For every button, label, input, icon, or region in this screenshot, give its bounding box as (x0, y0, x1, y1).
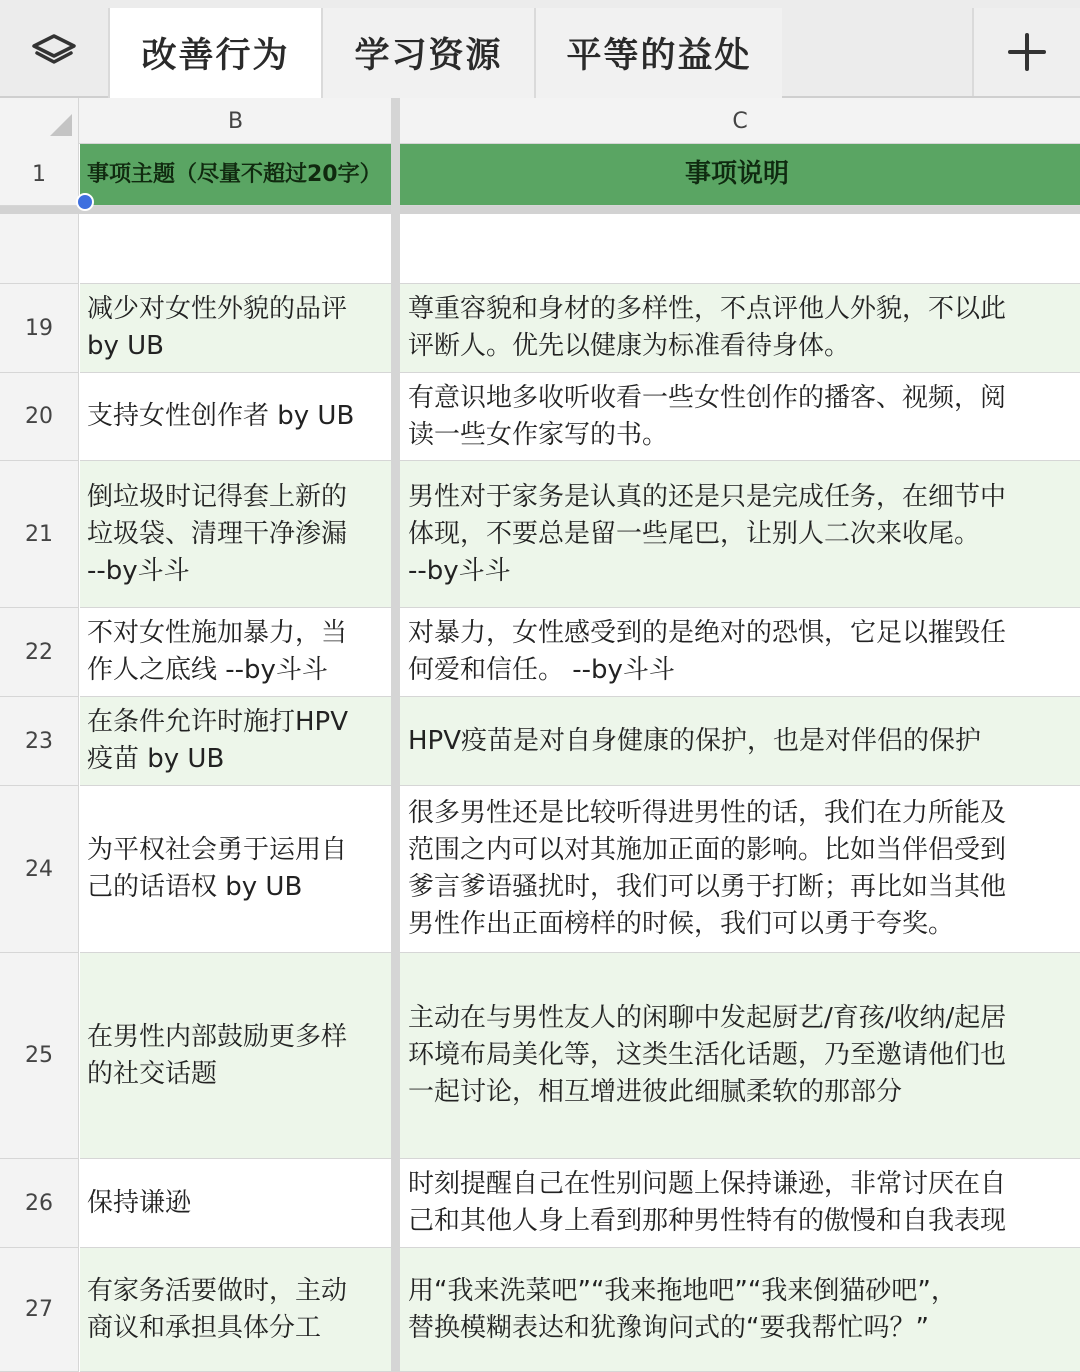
cell-topic[interactable]: 在男性内部鼓励更多样 的社交话题 (80, 953, 391, 1159)
column-header-bar (0, 98, 1080, 144)
add-sheet-button[interactable] (972, 8, 1080, 96)
column-header-c[interactable]: C (732, 108, 748, 134)
cell-topic[interactable]: 支持女性创作者 by UB (80, 373, 391, 461)
cell-description[interactable]: 男性对于家务是认真的还是只是完成任务，在细节中 体现，不要总是留一些尾巴，让别人二次来收尾。 --by斗斗 (400, 461, 1080, 608)
cell-topic[interactable]: 为平权社会勇于运用自 己的话语权 by UB (80, 786, 391, 953)
row-number[interactable]: 25 (0, 953, 79, 1159)
table-header-row (0, 144, 1080, 206)
cell-description[interactable]: 尊重容貌和身材的多样性，不点评他人外貌，不以此 评断人。优先以健康为标准看待身体。 (400, 284, 1080, 373)
sheets-menu-button[interactable] (0, 8, 108, 96)
cell-topic[interactable]: 减少对女性外貌的品评 by UB (80, 284, 391, 373)
cell-description[interactable]: 用“我来洗菜吧”“我来拖地吧”“我来倒猫砂吧”， 替换模糊表达和犹豫询问式的“要我帮忙吗？” (400, 1248, 1080, 1372)
select-all-corner[interactable] (0, 98, 79, 144)
table-row (0, 697, 1080, 786)
cell-topic[interactable]: 倒垃圾时记得套上新的 垃圾袋、清理干净渗漏 --by斗斗 (80, 461, 391, 608)
row-number[interactable]: 19 (0, 284, 79, 373)
table-row (0, 786, 1080, 953)
row-number[interactable]: 1 (0, 144, 79, 206)
cell-description[interactable]: HPV疫苗是对自身健康的保护，也是对伴侣的保护 (400, 697, 1080, 786)
frozen-column-divider[interactable] (391, 98, 400, 1372)
table-row-empty (0, 214, 1080, 284)
tab-improve-behavior[interactable]: 改善行为 (108, 8, 321, 98)
cell-topic[interactable]: 不对女性施加暴力，当 作人之底线 --by斗斗 (80, 608, 391, 697)
table-row (0, 608, 1080, 697)
cell-description[interactable]: 主动在与男性友人的闲聊中发起厨艺/育孩/收纳/起居 环境布局美化等，这类生活化话题，乃至邀请他们也 一起讨论，相互增进彼此细腻柔软的那部分 (400, 953, 1080, 1159)
frozen-row-divider[interactable] (0, 206, 1080, 214)
row-number[interactable] (0, 214, 79, 284)
row-number[interactable]: 23 (0, 697, 79, 786)
header-cell-topic[interactable]: 事项主题（尽量不超过20字） (80, 144, 391, 206)
row-number[interactable]: 26 (0, 1159, 79, 1248)
table-row (0, 1248, 1080, 1372)
cell-description[interactable]: 很多男性还是比较听得进男性的话，我们在力所能及 范围之内可以对其施加正面的影响。比如当伴侣受到 爹言爹语骚扰时，我们可以勇于打断；再比如当其他 男性作出正面榜样的时候，我们可以勇于夸奖。 (400, 786, 1080, 953)
sheet-tab-bar (0, 0, 1080, 98)
cell-description[interactable]: 对暴力，女性感受到的是绝对的恐惧，它足以摧毁任 何爱和信任。 --by斗斗 (400, 608, 1080, 697)
layers-icon (30, 32, 78, 72)
row-number[interactable]: 22 (0, 608, 79, 697)
cell-description[interactable]: 有意识地多收听收看一些女性创作的播客、视频，阅 读一些女作家写的书。 (400, 373, 1080, 461)
header-description-label: 事项说明 (684, 159, 789, 189)
row-number[interactable]: 20 (0, 373, 79, 461)
row-number[interactable]: 27 (0, 1248, 79, 1372)
cell-topic[interactable]: 在条件允许时施打HPV 疫苗 by UB (80, 697, 391, 786)
cell-topic[interactable]: 保持谦逊 (80, 1159, 391, 1248)
table-row (0, 284, 1080, 373)
plus-icon (1007, 32, 1047, 72)
table-row (0, 1159, 1080, 1248)
cell-description[interactable]: 时刻提醒自己在性别问题上保持谦逊，非常讨厌在自 己和其他人身上看到那种男性特有的傲慢和自我表现 (400, 1159, 1080, 1248)
table-row (0, 373, 1080, 461)
tab-learning-resources[interactable]: 学习资源 (321, 8, 534, 98)
header-cell-description[interactable] (400, 144, 1080, 206)
selection-handle[interactable] (76, 193, 94, 211)
cell-topic[interactable] (80, 214, 391, 284)
cell-description[interactable] (400, 214, 1080, 284)
row-number[interactable]: 21 (0, 461, 79, 608)
row-number[interactable]: 24 (0, 786, 79, 953)
column-header-b[interactable]: B (227, 108, 244, 134)
cell-topic[interactable]: 有家务活要做时，主动 商议和承担具体分工 (80, 1248, 391, 1372)
tab-equality-benefits[interactable]: 平等的益处 (534, 8, 782, 98)
table-row (0, 953, 1080, 1159)
table-row (0, 461, 1080, 608)
